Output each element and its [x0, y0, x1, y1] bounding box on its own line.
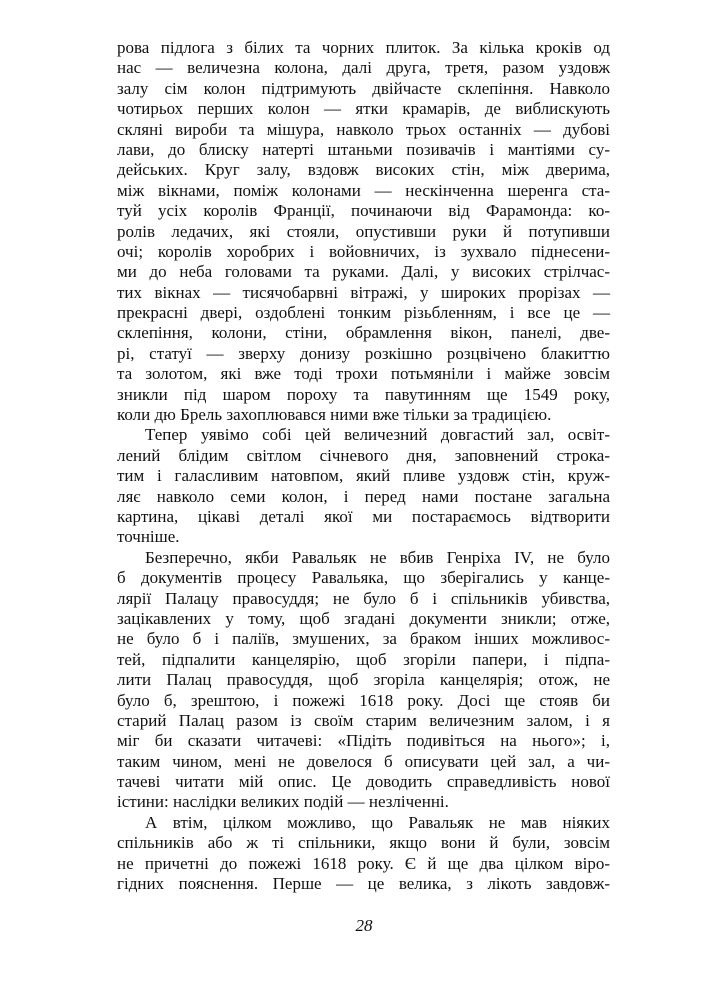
text-line: туй усіх королів Франції, починаючи від Фарамонда: ко-	[117, 201, 610, 221]
text-line: старий Палац разом із своїм старим величезним залом, і я	[117, 710, 610, 730]
text-line: прекрасні двері, оздоблені тонким різьбленням, і все це —	[117, 303, 610, 323]
text-line: ролів ледачих, які стояли, опустивши руки й потупивши	[117, 221, 610, 241]
text-line: між вікнами, поміж колонами — нескінченна шеренга ста-	[117, 180, 610, 200]
text-line: Тепер уявімо собі цей величезний довгастий зал, освіт-	[145, 425, 610, 445]
text-line: А втім, цілком можливо, що Равальяк не мав ніяких	[145, 812, 610, 832]
text-line: спільників або ж ті спільники, якщо вони й були, зовсім	[117, 833, 610, 853]
text-line: чотирьох перших колон — ятки крамарів, де виблискують	[117, 99, 610, 119]
text-line: Безперечно, якби Равальяк не вбив Генріха IV, не було	[145, 547, 610, 567]
text-line: істини: наслідки великих подій — незліченні.	[117, 792, 449, 812]
text-line: б документів процесу Равальяка, що зберігались у канце-	[117, 568, 610, 588]
text-line: не причетні до пожежі 1618 року. Є й ще два цілком віро-	[117, 853, 610, 873]
text-line: залу сім колон підтримують двійчасте склепіння. Навколо	[117, 78, 610, 98]
text-line: гідних пояснення. Перше — це велика, з лікоть завдовж-	[117, 874, 610, 894]
text-line: зникли під шаром пороху та павутинням ще 1549 року,	[117, 384, 610, 404]
body-text	[117, 38, 610, 894]
text-line: зацікавлених у тому, щоб згадані документи зникли; отже,	[117, 608, 610, 628]
text-line: не було б і паліїв, змушених, за браком інших можливос-	[117, 629, 610, 649]
text-line: лений блідим світлом січневого дня, заповнений строка-	[117, 445, 610, 465]
text-line: ми до неба головами та руками. Далі, у високих стрілчас-	[117, 262, 610, 282]
text-line: ляє навколо семи колон, і перед нами постане загальна	[117, 486, 610, 506]
text-line: коли дю Брель захоплювався ними вже тільки за традицією.	[117, 405, 552, 425]
text-line: очі; королів хоробрих і войовничих, із зухвало піднесени-	[117, 241, 610, 261]
text-line: картина, цікаві деталі якої ми постараємось відтворити	[117, 506, 610, 526]
text-line: міг би сказати читачеві: «Підіть подивіться на нього»; і,	[117, 731, 610, 751]
text-line: таким чином, мені не довелося б описувати цей зал, а чи-	[117, 751, 610, 771]
text-line: дейських. Круг залу, вздовж високих стін, між дверима,	[117, 160, 610, 180]
text-line: рі, статуї — зверху донизу розкішно розцвічено блакиттю	[117, 343, 610, 363]
text-line: скляні вироби та мішура, навколо трьох останніх — дубові	[117, 119, 610, 139]
text-line: та золотом, які вже тоді трохи потьмяніли і майже зовсім	[117, 364, 610, 384]
text-line: тих вікнах — тисячобарвні вітражі, у широких прорізах —	[117, 282, 610, 302]
text-line: тим і галасливим натовпом, який пливе уздовж стін, круж-	[117, 466, 610, 486]
text-line: було б, зрештою, і пожежі 1618 року. Досі ще стояв би	[117, 690, 610, 710]
text-line: лярії Палацу правосуддя; не було б і спільників убивства,	[117, 588, 610, 608]
text-line: рова підлога з білих та чорних плиток. За кілька кроків од	[117, 38, 610, 57]
text-line: склепіння, колони, стіни, обрамлення вікон, панелі, две-	[117, 323, 610, 343]
text-line: нас — величезна колона, далі друга, третя, разом уздовж	[117, 58, 610, 78]
text-line: тачеві читати мій опис. Це доводить справедливість нової	[117, 772, 610, 792]
text-line: лити Палац правосуддя, щоб згоріла канцелярія; отож, не	[117, 670, 610, 690]
text-line: лави, до блиску натерті штаньми позивачів і мантіями су-	[117, 139, 610, 159]
text-line: точніше.	[117, 527, 180, 547]
page-number: 28	[355, 916, 373, 935]
text-line: тей, підпалити канцелярію, щоб згоріли папери, і підпа-	[117, 649, 610, 669]
